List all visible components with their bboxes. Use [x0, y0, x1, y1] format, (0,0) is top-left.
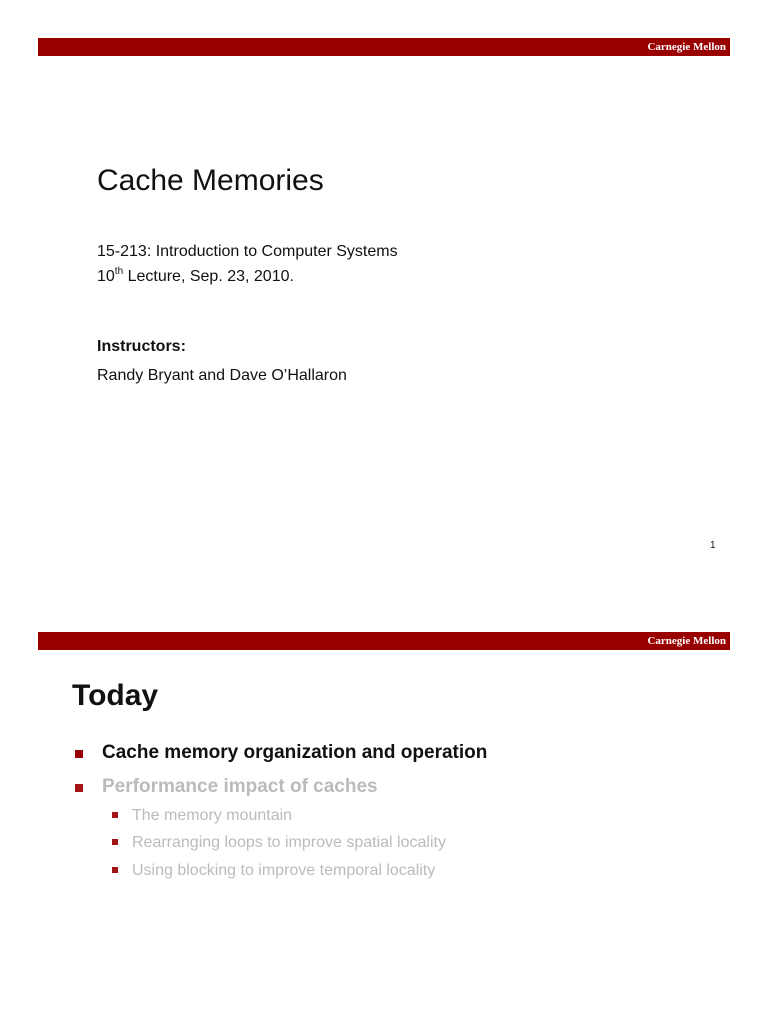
agenda-subitem-label: Using blocking to improve temporal locality [132, 862, 436, 879]
instructors-heading: Instructors: [97, 338, 186, 355]
brand-header-bar [38, 632, 730, 650]
square-bullet-icon [75, 784, 83, 792]
lecture-info [97, 267, 294, 287]
agenda-subitem-label: Rearranging loops to improve spatial locality [132, 834, 446, 851]
agenda-item-label: Performance impact of caches [102, 776, 378, 797]
square-bullet-icon [112, 867, 118, 873]
course-name: 15-213: Introduction to Computer Systems [97, 243, 398, 260]
slide-title: Today [72, 679, 159, 712]
square-bullet-icon [75, 750, 83, 758]
agenda-item-label: Cache memory organization and operation [102, 742, 488, 763]
brand-header-bar [38, 38, 730, 56]
brand-name: Carnegie Mellon [647, 41, 726, 53]
square-bullet-icon [112, 839, 118, 845]
lecture-date: Lecture, Sep. 23, 2010. [123, 268, 294, 285]
brand-name: Carnegie Mellon [647, 635, 726, 647]
agenda-subitem-label: The memory mountain [132, 807, 293, 824]
lecture-number: 10 [97, 268, 115, 285]
agenda-slide [0, 592, 768, 1024]
page-number: 1 [710, 540, 716, 551]
square-bullet-icon [112, 812, 118, 818]
instructors-names: Randy Bryant and Dave O’Hallaron [97, 367, 347, 384]
slide-title: Cache Memories [97, 164, 324, 197]
lecture-ordinal-suffix: th [114, 265, 124, 277]
